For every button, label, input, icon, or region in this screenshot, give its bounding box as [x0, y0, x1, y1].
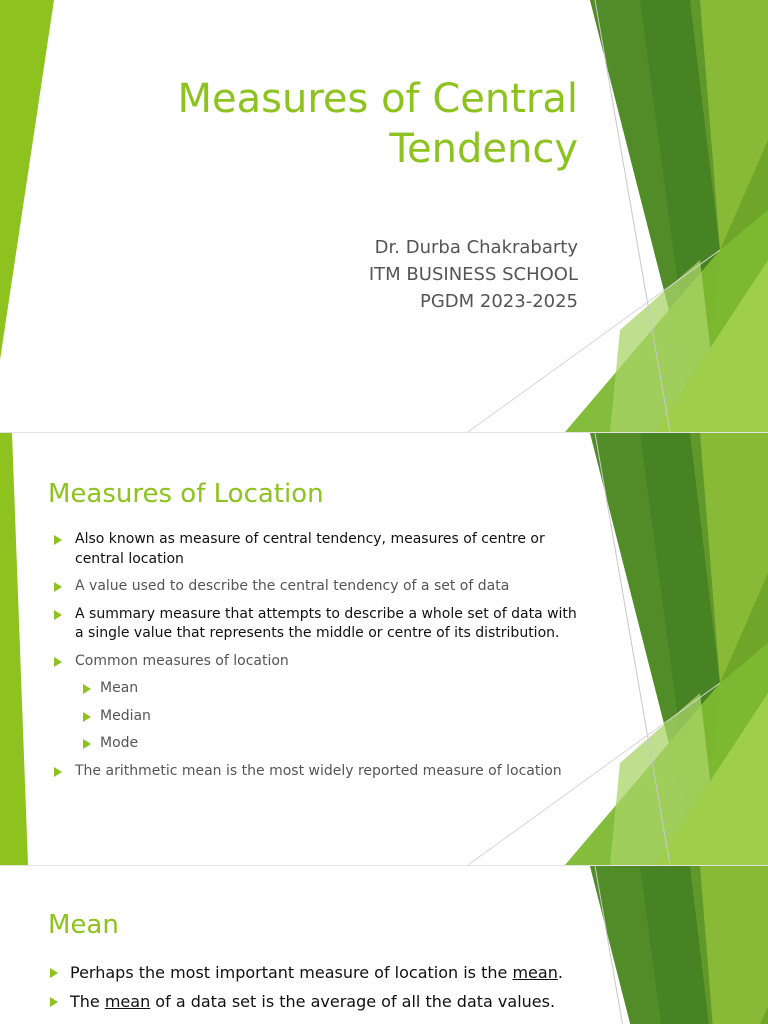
bullet-triangle-icon — [50, 968, 58, 978]
program-name: PGDM 2023-2025 — [419, 291, 578, 312]
mean-link[interactable]: mean — [104, 992, 151, 1011]
title-line-1: Measures of Central — [177, 76, 578, 122]
bullet-triangle-icon — [83, 712, 91, 722]
list-item-sub: Median — [50, 707, 580, 727]
list-item: Also known as measure of central tendency, measures of centre or central location — [50, 530, 580, 569]
list-item: The arithmetic mean is the most widely reported measure of location — [50, 762, 580, 782]
slide-measures-of-location — [0, 433, 768, 865]
list-item: A value used to describe the central tendency of a set of data — [50, 577, 580, 597]
bullet-triangle-icon — [83, 739, 91, 749]
list-item: The mean of a data set is the average of all the data values. — [50, 991, 610, 1013]
bullet-triangle-icon — [54, 767, 62, 777]
bullet-triangle-icon — [54, 582, 62, 592]
list-item-sub: Mean — [50, 679, 580, 699]
presentation-subtitle — [158, 234, 578, 315]
bullet-triangle-icon — [50, 997, 58, 1007]
list-item: A summary measure that attempts to describe a whole set of data with a single value that represents the middle or centre of its distribution. — [50, 605, 580, 644]
bullet-list — [50, 962, 610, 1020]
green-decoration-right — [0, 0, 768, 432]
list-item: Common measures of location — [50, 652, 580, 672]
bullet-triangle-icon — [54, 657, 62, 667]
slide-mean — [0, 866, 768, 1024]
author-name: Dr. Durba Chakrabarty — [374, 237, 578, 258]
mean-link[interactable]: mean — [512, 963, 558, 982]
list-item: Perhaps the most important measure of location is the mean. — [50, 962, 610, 984]
slide-heading: Measures of Location — [48, 479, 324, 509]
institution-name: ITM BUSINESS SCHOOL — [368, 264, 578, 285]
bullet-triangle-icon — [54, 535, 62, 545]
bullet-triangle-icon — [54, 610, 62, 620]
presentation-title — [58, 74, 578, 174]
slide-title — [0, 0, 768, 432]
title-line-2: Tendency — [389, 126, 578, 172]
list-item-sub: Mode — [50, 734, 580, 754]
slide-heading: Mean — [48, 910, 119, 940]
bullet-triangle-icon — [83, 684, 91, 694]
bullet-list — [50, 530, 580, 789]
